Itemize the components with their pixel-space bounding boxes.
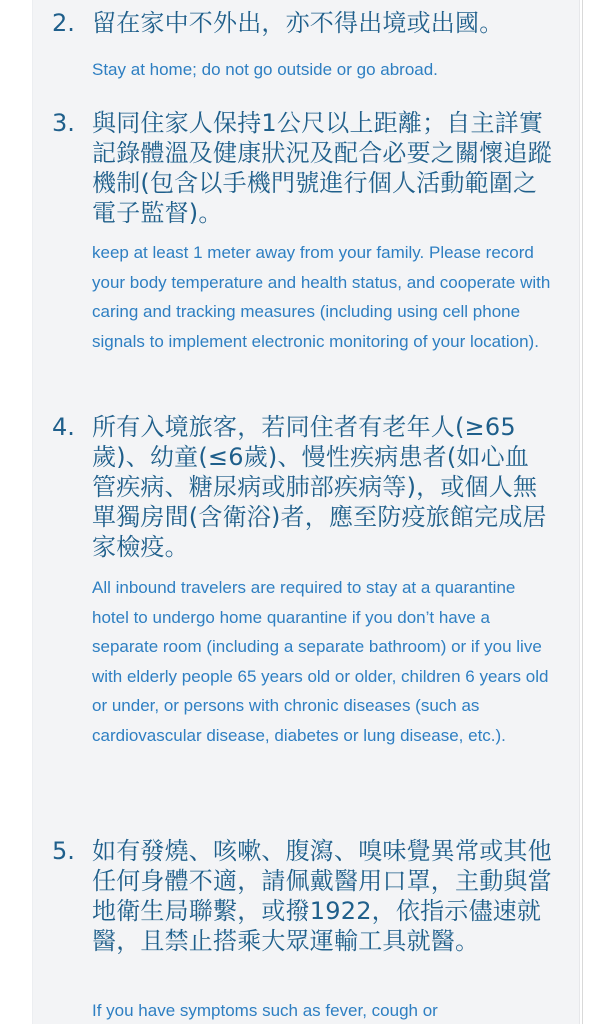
rule-number: 4. (52, 413, 75, 441)
rule-text-english: All inbound travelers are required to stay at a quarantine hotel to undergo home quarantine if you don’t have a separate room (including a separate bathroom) or if you live with elderly people 65 years old or older, children 6 years old or under, or persons with chronic diseases (such as cardiovascular disease, diabetes or lung disease, etc.). (92, 578, 549, 745)
rule-number: 5. (52, 837, 75, 865)
rule-text-english: keep at least 1 meter away from your family. Please record your body temperature and health status, and cooperate with caring and tracking measures (including using cell phone signals to implement electronic monitoring of your location). (92, 243, 551, 351)
rule-text-english: If you have symptoms such as fever, cough or (92, 1001, 438, 1020)
rule-text-chinese: 與同住家人保持1公尺以上距離；自主詳實記錄體溫及健康狀況及配合必要之關懷追蹤機制(包含以手機門號進行個人活動範圍之電子監督)。 (92, 109, 552, 227)
scrollbar-edge (582, 0, 583, 1024)
rule-text-chinese: 所有入境旅客，若同住者有老年人(≥65歲)、幼童(≤6歲)、慢性疾病患者(如心血管疾病、糖尿病或肺部疾病等)，或個人無單獨房間(含衛浴)者，應至防疫旅館完成居家檢疫。 (92, 413, 547, 561)
rule-text-chinese: 留在家中不外出，亦不得出境或出國。 (92, 9, 504, 37)
rule-text-chinese: 如有發燒、咳嗽、腹瀉、嗅味覺異常或其他任何身體不適，請佩戴醫用口罩，主動與當地衛生局聯繫，或撥1922，依指示儘速就醫，且禁止搭乘大眾運輸工具就醫。 (92, 837, 552, 955)
rule-number: 3. (52, 109, 75, 137)
rule-text-english: Stay at home; do not go outside or go abroad. (92, 60, 438, 79)
rule-number: 2. (52, 9, 75, 37)
